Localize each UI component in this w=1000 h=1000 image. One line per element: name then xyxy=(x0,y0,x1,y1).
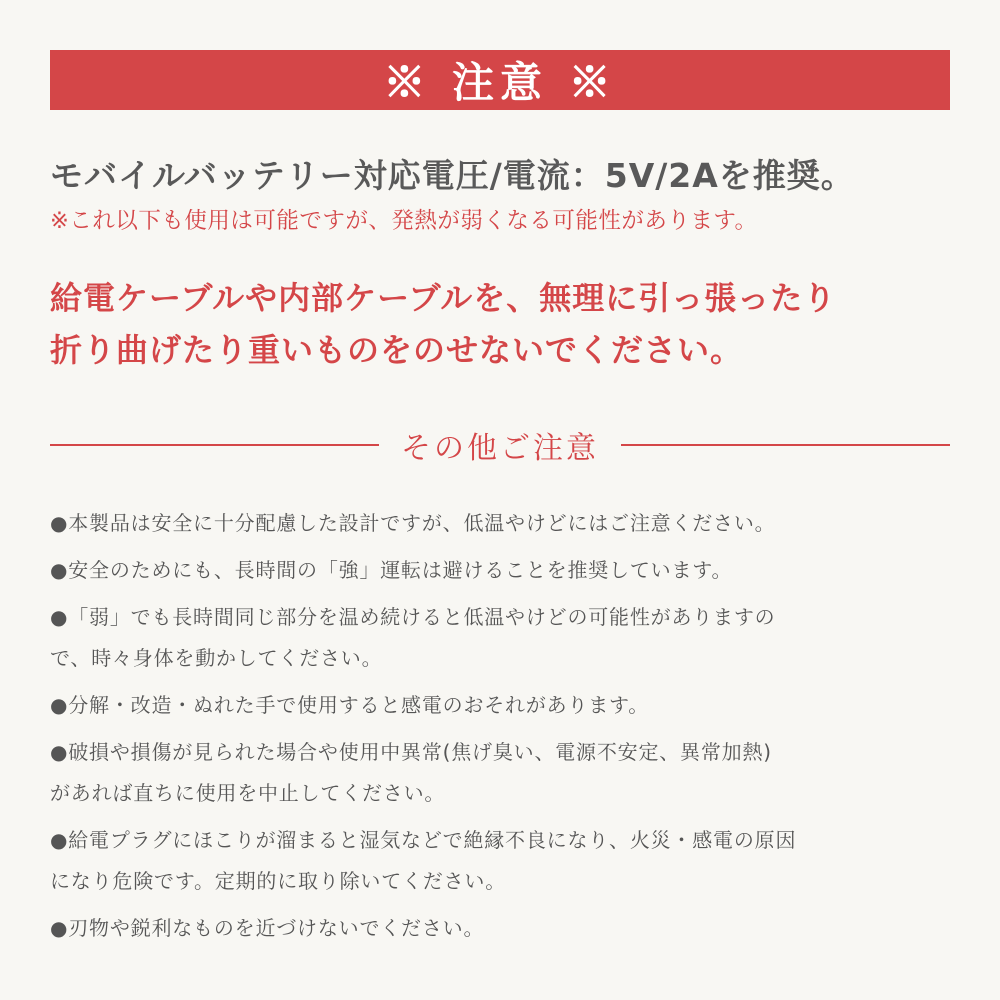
list-item-line: ●安全のためにも、長時間の「強」運転は避けることを推奨しています。 xyxy=(50,558,733,582)
list-item xyxy=(50,685,960,726)
list-item-line: があれば直ちに使用を中止してください。 xyxy=(50,781,446,805)
list-item xyxy=(50,597,960,679)
list-item xyxy=(50,732,960,814)
notes-list xyxy=(50,503,960,955)
list-item-line: ●分解・改造・ぬれた手で使用すると感電のおそれがあります。 xyxy=(50,693,650,717)
list-item-line: ●「弱」でも長時間同じ部分を温め続けると低温やけどの可能性がありますの xyxy=(50,605,776,629)
list-item-line: ●本製品は安全に十分配慮した設計ですが、低温やけどにはご注意ください。 xyxy=(50,511,776,535)
cable-warning-line-2: 折り曲げたり重いものをのせないでください。 xyxy=(50,331,744,369)
list-item-line: で、時々身体を動かしてください。 xyxy=(50,646,383,670)
heading-divider-left xyxy=(50,444,379,446)
list-item-line: ●刃物や鋭利なものを近づけないでください。 xyxy=(50,916,485,940)
list-item xyxy=(50,908,960,949)
battery-spec-text: モバイルバッテリー対応電圧/電流：5V/2Aを推奨。 xyxy=(50,156,855,195)
list-item xyxy=(50,820,960,902)
list-item-line: になり危険です。定期的に取り除いてください。 xyxy=(50,869,506,893)
other-notes-title: その他ご注意 xyxy=(401,431,599,466)
caution-banner xyxy=(50,50,950,110)
list-item-line: ●給電プラグにほこりが溜まると湿気などで絶縁不良になり、火災・感電の原因 xyxy=(50,828,797,852)
list-item-line: ●破損や損傷が見られた場合や使用中異常(焦げ臭い、電源不安定、異常加熱) xyxy=(50,740,772,764)
list-item xyxy=(50,550,960,591)
other-notes-heading xyxy=(50,420,950,470)
list-item xyxy=(50,503,960,544)
caution-banner-title: ※ 注意 ※ xyxy=(383,58,617,107)
battery-spec-note: ※これ以下も使用は可能ですが、発熱が弱くなる可能性があります。 xyxy=(50,208,758,234)
cable-warning xyxy=(50,272,970,376)
cable-warning-line-1: 給電ケーブルや内部ケーブルを、無理に引っ張ったり xyxy=(50,279,837,317)
heading-divider-right xyxy=(621,444,950,446)
